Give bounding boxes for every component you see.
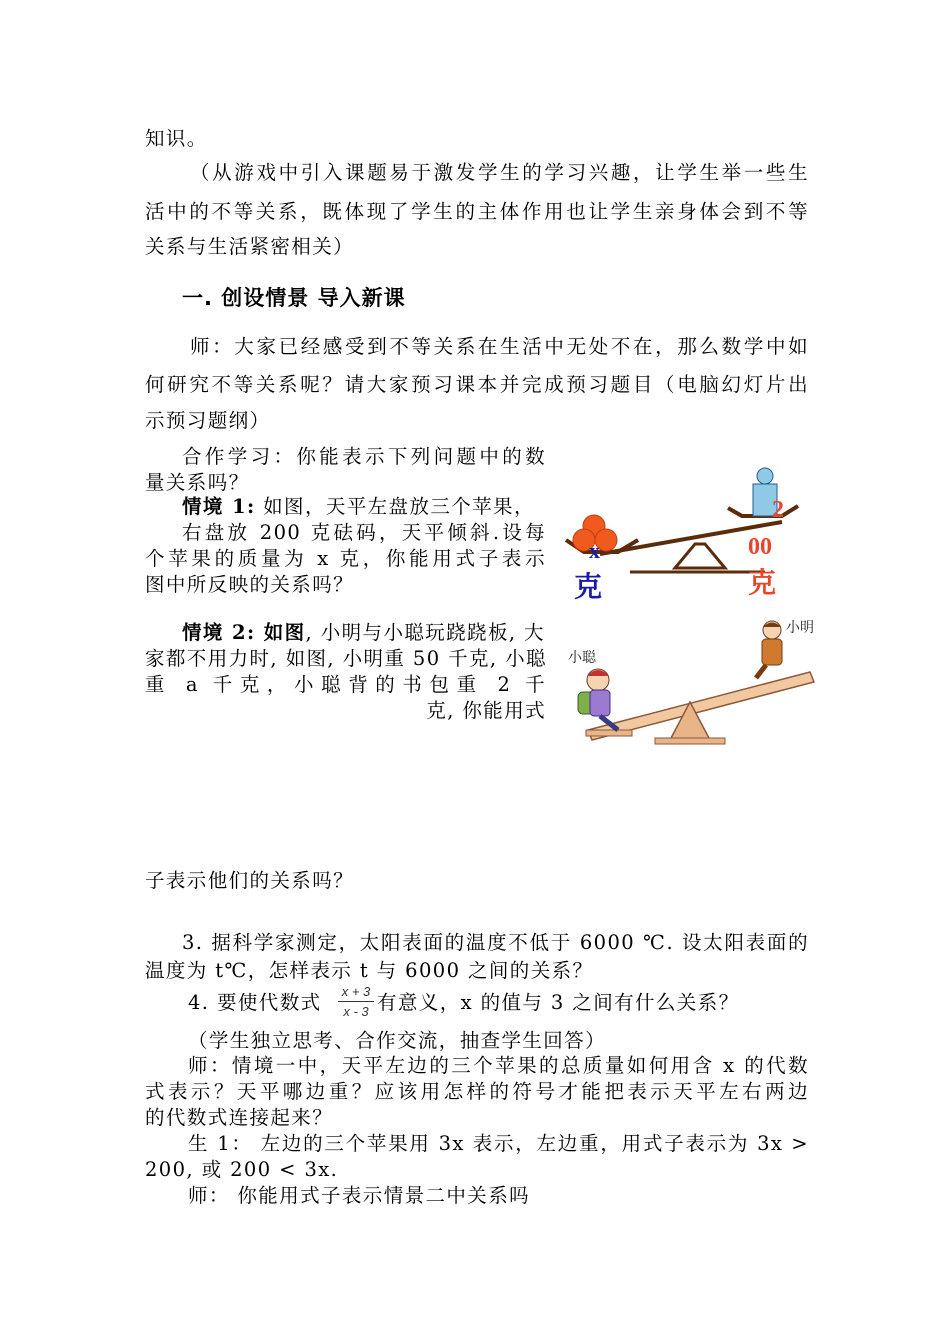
paragraph-teacher-line3: 示预习题纲） (145, 409, 271, 432)
name-xiaoming: 小明 (786, 621, 814, 636)
question3-line2: 温度为 t℃，怎样表示 t 与 6000 之间的关系？ (145, 959, 594, 982)
scenario2-line2: 家都不用力时, 如图, 小明重 50 千克, 小聪 (145, 647, 547, 670)
question4-suffix: 有意义，x 的值与 3 之间有什么关系？ (377, 991, 740, 1014)
seesaw-ground (586, 730, 632, 736)
weight-knob-icon (757, 468, 773, 484)
scenario2-label: 情境 2: 如图 (182, 621, 306, 644)
boy-left-body (590, 690, 610, 716)
paragraph-intro-line3: 关系与生活紧密相关） (145, 235, 355, 258)
fraction-expression (336, 984, 376, 1019)
boy-right-body (762, 639, 782, 665)
question4-prefix: 4. 要使代数式 (188, 991, 322, 1014)
right-weight-number: 00 (748, 534, 772, 560)
boy-left-hat (587, 670, 609, 676)
text-line-knowledge: 知识。 (145, 127, 208, 150)
balance-base (675, 544, 725, 568)
scenario2-line1 (182, 620, 546, 646)
fraction-bar (338, 1001, 374, 1002)
left-unit-label: 克 (574, 572, 603, 603)
paragraph-teacher2-line1: 师：情境一中，天平左边的三个苹果的总质量如何用含 x 的代数 (188, 1054, 809, 1077)
scenario2-line3: 重 a 千克，小聪背的书包重 2 千 (145, 673, 546, 696)
name-xiaocong: 小聪 (568, 651, 596, 666)
scenario1-label: 情境 1: (182, 495, 256, 518)
scenario2-text: , 小明与小聪玩跷跷板, 大 (305, 621, 545, 644)
right-weight-digit: 2 (772, 497, 784, 523)
question3-line1: 3. 据科学家测定，太阳表面的温度不低于 6000 ℃. 设太阳表面的 (182, 931, 809, 954)
fraction-denominator: x - 3 (343, 1004, 369, 1019)
paragraph-intro-line2: 活中的不等关系，既体现了学生的主体作用也让学生亲身体会到不等 (145, 200, 809, 223)
scenario1-line2: 右盘放 200 克砝码，天平倾斜.设每 (182, 521, 546, 544)
left-x-label: x (589, 538, 600, 563)
scenario2-continuation: 子表示他们的关系吗？ (145, 869, 355, 892)
paragraph-student1-line2: 200, 或 200 < 3x. (145, 1158, 339, 1181)
seesaw-base (655, 738, 725, 744)
balance-scale-figure (560, 462, 820, 610)
scenario1-line1 (182, 494, 546, 520)
fraction-numerator: x + 3 (341, 984, 371, 999)
boy-right-legs (756, 665, 766, 678)
section-heading: 一. 创设情景 导入新课 (182, 286, 406, 310)
scenario1-line3: 个苹果的质量为 x 克，你能用式子表示 (145, 547, 546, 570)
coop-line2: 量关系吗？ (145, 471, 250, 494)
paragraph-teacher-line2: 何研究不等关系呢？请大家预习课本并完成预习题目（电脑幻灯片出 (145, 373, 809, 396)
paragraph-teacher-line1: 师：大家已经感受到不等关系在生活中无处不在，那么数学中如 (190, 335, 809, 358)
right-unit-label: 克 (748, 568, 777, 599)
paragraph-student1-line1: 生 1： 左边的三个苹果用 3x 表示，左边重，用式子表示为 3x > (188, 1132, 809, 1155)
paragraph-teacher2-line2: 式表示？天平哪边重？应该用怎样的符号才能把表示天平左右两边 (145, 1080, 809, 1103)
paragraph-teacher3: 师： 你能用式子表示情景二中关系吗 (188, 1184, 530, 1207)
scenario1-line4: 图中所反映的关系吗？ (145, 573, 355, 596)
scenario1-text: 如图，天平左盘放三个苹果， (255, 495, 535, 518)
paragraph-student-think: （学生独立思考、合作交流，抽查学生回答） (188, 1029, 607, 1052)
seesaw-figure (560, 612, 822, 752)
paragraph-teacher2-line3: 的代数式连接起来？ (145, 1106, 334, 1129)
scenario2-line4: 克, 你能用式 (426, 699, 546, 722)
coop-line1: 合作学习：你能表示下列问题中的数 (182, 445, 546, 468)
paragraph-intro-line1: （从游戏中引入课题易于激发学生的学习兴趣，让学生举一些生 (190, 161, 809, 184)
